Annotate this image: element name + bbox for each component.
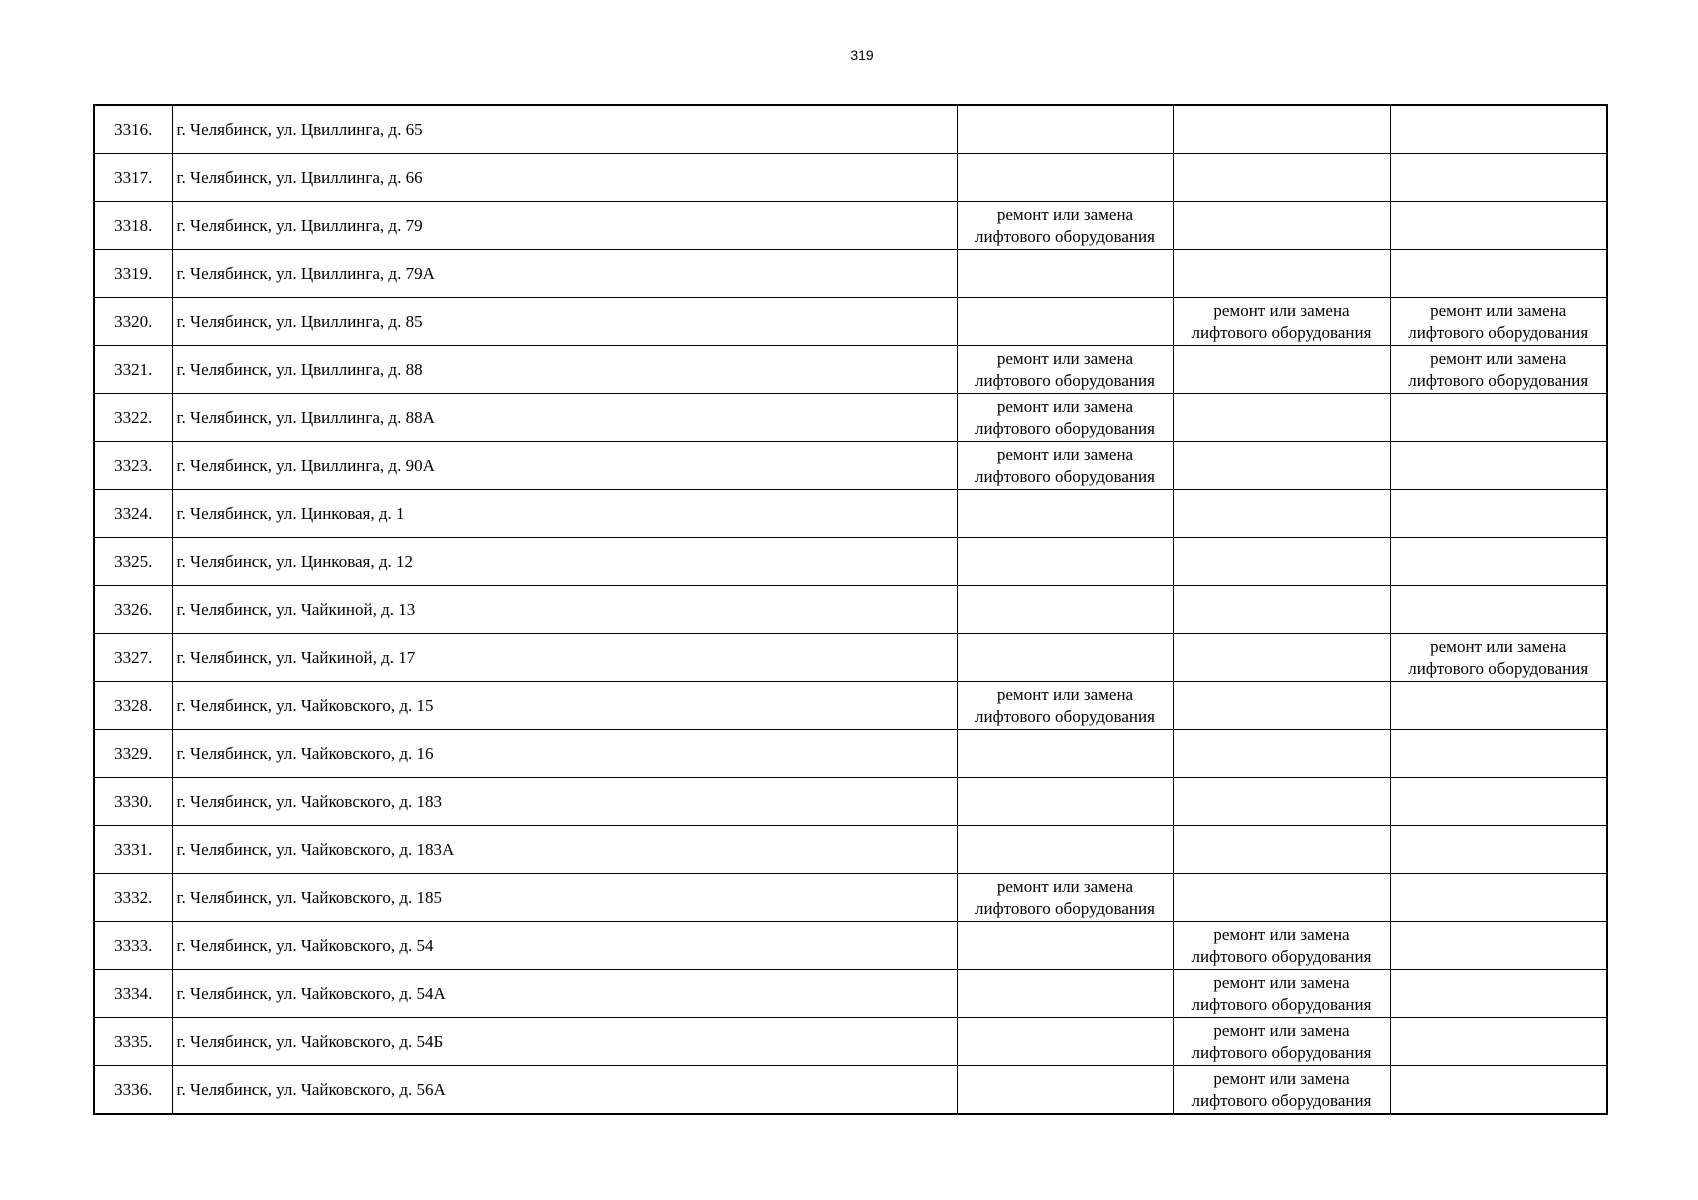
work-period-1-cell [957,105,1173,154]
work-period-1-cell [957,1018,1173,1066]
address-cell: г. Челябинск, ул. Цвиллинга, д. 79 [172,202,957,250]
table-body [94,105,1607,1114]
work-period-2-cell [1173,586,1390,634]
row-number-cell: 3324. [94,490,172,538]
row-number-cell: 3316. [94,105,172,154]
address-cell: г. Челябинск, ул. Чайковского, д. 183А [172,826,957,874]
work-period-1-cell [957,538,1173,586]
address-cell: г. Челябинск, ул. Цинковая, д. 12 [172,538,957,586]
work-period-3-cell [1390,922,1607,970]
row-number-cell: 3321. [94,346,172,394]
row-number-cell: 3335. [94,1018,172,1066]
row-number-cell: 3322. [94,394,172,442]
work-period-3-cell: ремонт или замена лифтового оборудования [1390,298,1607,346]
table-row [94,346,1607,394]
work-period-1-cell [957,298,1173,346]
work-period-3-cell [1390,202,1607,250]
work-period-3-cell [1390,394,1607,442]
row-number-cell: 3330. [94,778,172,826]
address-cell: г. Челябинск, ул. Чайковского, д. 54 [172,922,957,970]
address-cell: г. Челябинск, ул. Цвиллинга, д. 85 [172,298,957,346]
work-period-1-cell [957,778,1173,826]
address-cell: г. Челябинск, ул. Чайкиной, д. 13 [172,586,957,634]
work-period-1-cell: ремонт или замена лифтового оборудования [957,874,1173,922]
table-row [94,154,1607,202]
address-cell: г. Челябинск, ул. Цвиллинга, д. 79А [172,250,957,298]
table-row [94,1066,1607,1115]
work-period-1-cell [957,970,1173,1018]
table-row [94,874,1607,922]
row-number-cell: 3318. [94,202,172,250]
work-period-1-cell [957,1066,1173,1115]
work-period-2-cell: ремонт или замена лифтового оборудования [1173,970,1390,1018]
table-row [94,586,1607,634]
work-period-3-cell: ремонт или замена лифтового оборудования [1390,634,1607,682]
row-number-cell: 3320. [94,298,172,346]
work-period-2-cell [1173,250,1390,298]
work-period-1-cell [957,586,1173,634]
address-cell: г. Челябинск, ул. Чайковского, д. 56А [172,1066,957,1115]
work-period-2-cell: ремонт или замена лифтового оборудования [1173,1066,1390,1115]
work-period-1-cell: ремонт или замена лифтового оборудования [957,346,1173,394]
work-period-3-cell [1390,490,1607,538]
work-period-1-cell [957,730,1173,778]
work-period-2-cell [1173,538,1390,586]
work-period-2-cell [1173,202,1390,250]
address-cell: г. Челябинск, ул. Цинковая, д. 1 [172,490,957,538]
row-number-cell: 3334. [94,970,172,1018]
address-cell: г. Челябинск, ул. Цвиллинга, д. 88А [172,394,957,442]
work-period-1-cell [957,826,1173,874]
row-number-cell: 3319. [94,250,172,298]
work-period-3-cell [1390,1018,1607,1066]
work-period-1-cell [957,490,1173,538]
table-row [94,922,1607,970]
table-row [94,970,1607,1018]
address-cell: г. Челябинск, ул. Цвиллинга, д. 66 [172,154,957,202]
work-period-3-cell [1390,778,1607,826]
work-period-2-cell: ремонт или замена лифтового оборудования [1173,922,1390,970]
address-cell: г. Челябинск, ул. Цвиллинга, д. 88 [172,346,957,394]
address-cell: г. Челябинск, ул. Цвиллинга, д. 65 [172,105,957,154]
work-period-2-cell [1173,346,1390,394]
row-number-cell: 3327. [94,634,172,682]
address-cell: г. Челябинск, ул. Чайковского, д. 54А [172,970,957,1018]
work-period-1-cell: ремонт или замена лифтового оборудования [957,682,1173,730]
address-cell: г. Челябинск, ул. Чайковского, д. 15 [172,682,957,730]
work-period-2-cell [1173,778,1390,826]
work-period-1-cell: ремонт или замена лифтового оборудования [957,394,1173,442]
work-period-3-cell [1390,682,1607,730]
address-cell: г. Челябинск, ул. Чайковского, д. 183 [172,778,957,826]
row-number-cell: 3325. [94,538,172,586]
work-period-1-cell [957,250,1173,298]
work-period-3-cell [1390,1066,1607,1115]
work-period-3-cell: ремонт или замена лифтового оборудования [1390,346,1607,394]
work-period-1-cell [957,634,1173,682]
table-row [94,778,1607,826]
row-number-cell: 3331. [94,826,172,874]
work-period-3-cell [1390,874,1607,922]
address-cell: г. Челябинск, ул. Чайковского, д. 16 [172,730,957,778]
table-row [94,730,1607,778]
table-row [94,490,1607,538]
row-number-cell: 3326. [94,586,172,634]
work-period-1-cell: ремонт или замена лифтового оборудования [957,442,1173,490]
table-row [94,538,1607,586]
work-period-2-cell [1173,826,1390,874]
work-period-3-cell [1390,538,1607,586]
building-works-table [93,104,1608,1115]
row-number-cell: 3336. [94,1066,172,1115]
row-number-cell: 3332. [94,874,172,922]
address-cell: г. Челябинск, ул. Цвиллинга, д. 90А [172,442,957,490]
work-period-3-cell [1390,730,1607,778]
work-period-2-cell [1173,394,1390,442]
work-period-2-cell [1173,682,1390,730]
row-number-cell: 3329. [94,730,172,778]
work-period-3-cell [1390,154,1607,202]
table-row [94,1018,1607,1066]
table-row [94,826,1607,874]
work-period-2-cell [1173,874,1390,922]
row-number-cell: 3328. [94,682,172,730]
work-period-3-cell [1390,250,1607,298]
row-number-cell: 3317. [94,154,172,202]
table-row [94,202,1607,250]
table-row [94,682,1607,730]
work-period-3-cell [1390,826,1607,874]
work-period-3-cell [1390,105,1607,154]
work-period-1-cell: ремонт или замена лифтового оборудования [957,202,1173,250]
work-period-1-cell [957,154,1173,202]
work-period-3-cell [1390,442,1607,490]
table-row [94,442,1607,490]
address-cell: г. Челябинск, ул. Чайкиной, д. 17 [172,634,957,682]
address-cell: г. Челябинск, ул. Чайковского, д. 185 [172,874,957,922]
page-number: 319 [850,47,874,63]
work-period-2-cell [1173,634,1390,682]
work-period-3-cell [1390,586,1607,634]
table-row [94,394,1607,442]
work-period-2-cell [1173,490,1390,538]
table-row [94,298,1607,346]
work-period-3-cell [1390,970,1607,1018]
work-period-2-cell: ремонт или замена лифтового оборудования [1173,298,1390,346]
work-period-2-cell [1173,442,1390,490]
work-period-2-cell [1173,105,1390,154]
row-number-cell: 3333. [94,922,172,970]
row-number-cell: 3323. [94,442,172,490]
table-row [94,250,1607,298]
table-row [94,105,1607,154]
work-period-2-cell: ремонт или замена лифтового оборудования [1173,1018,1390,1066]
work-period-1-cell [957,922,1173,970]
work-period-2-cell [1173,154,1390,202]
table-row [94,634,1607,682]
address-cell: г. Челябинск, ул. Чайковского, д. 54Б [172,1018,957,1066]
work-period-2-cell [1173,730,1390,778]
